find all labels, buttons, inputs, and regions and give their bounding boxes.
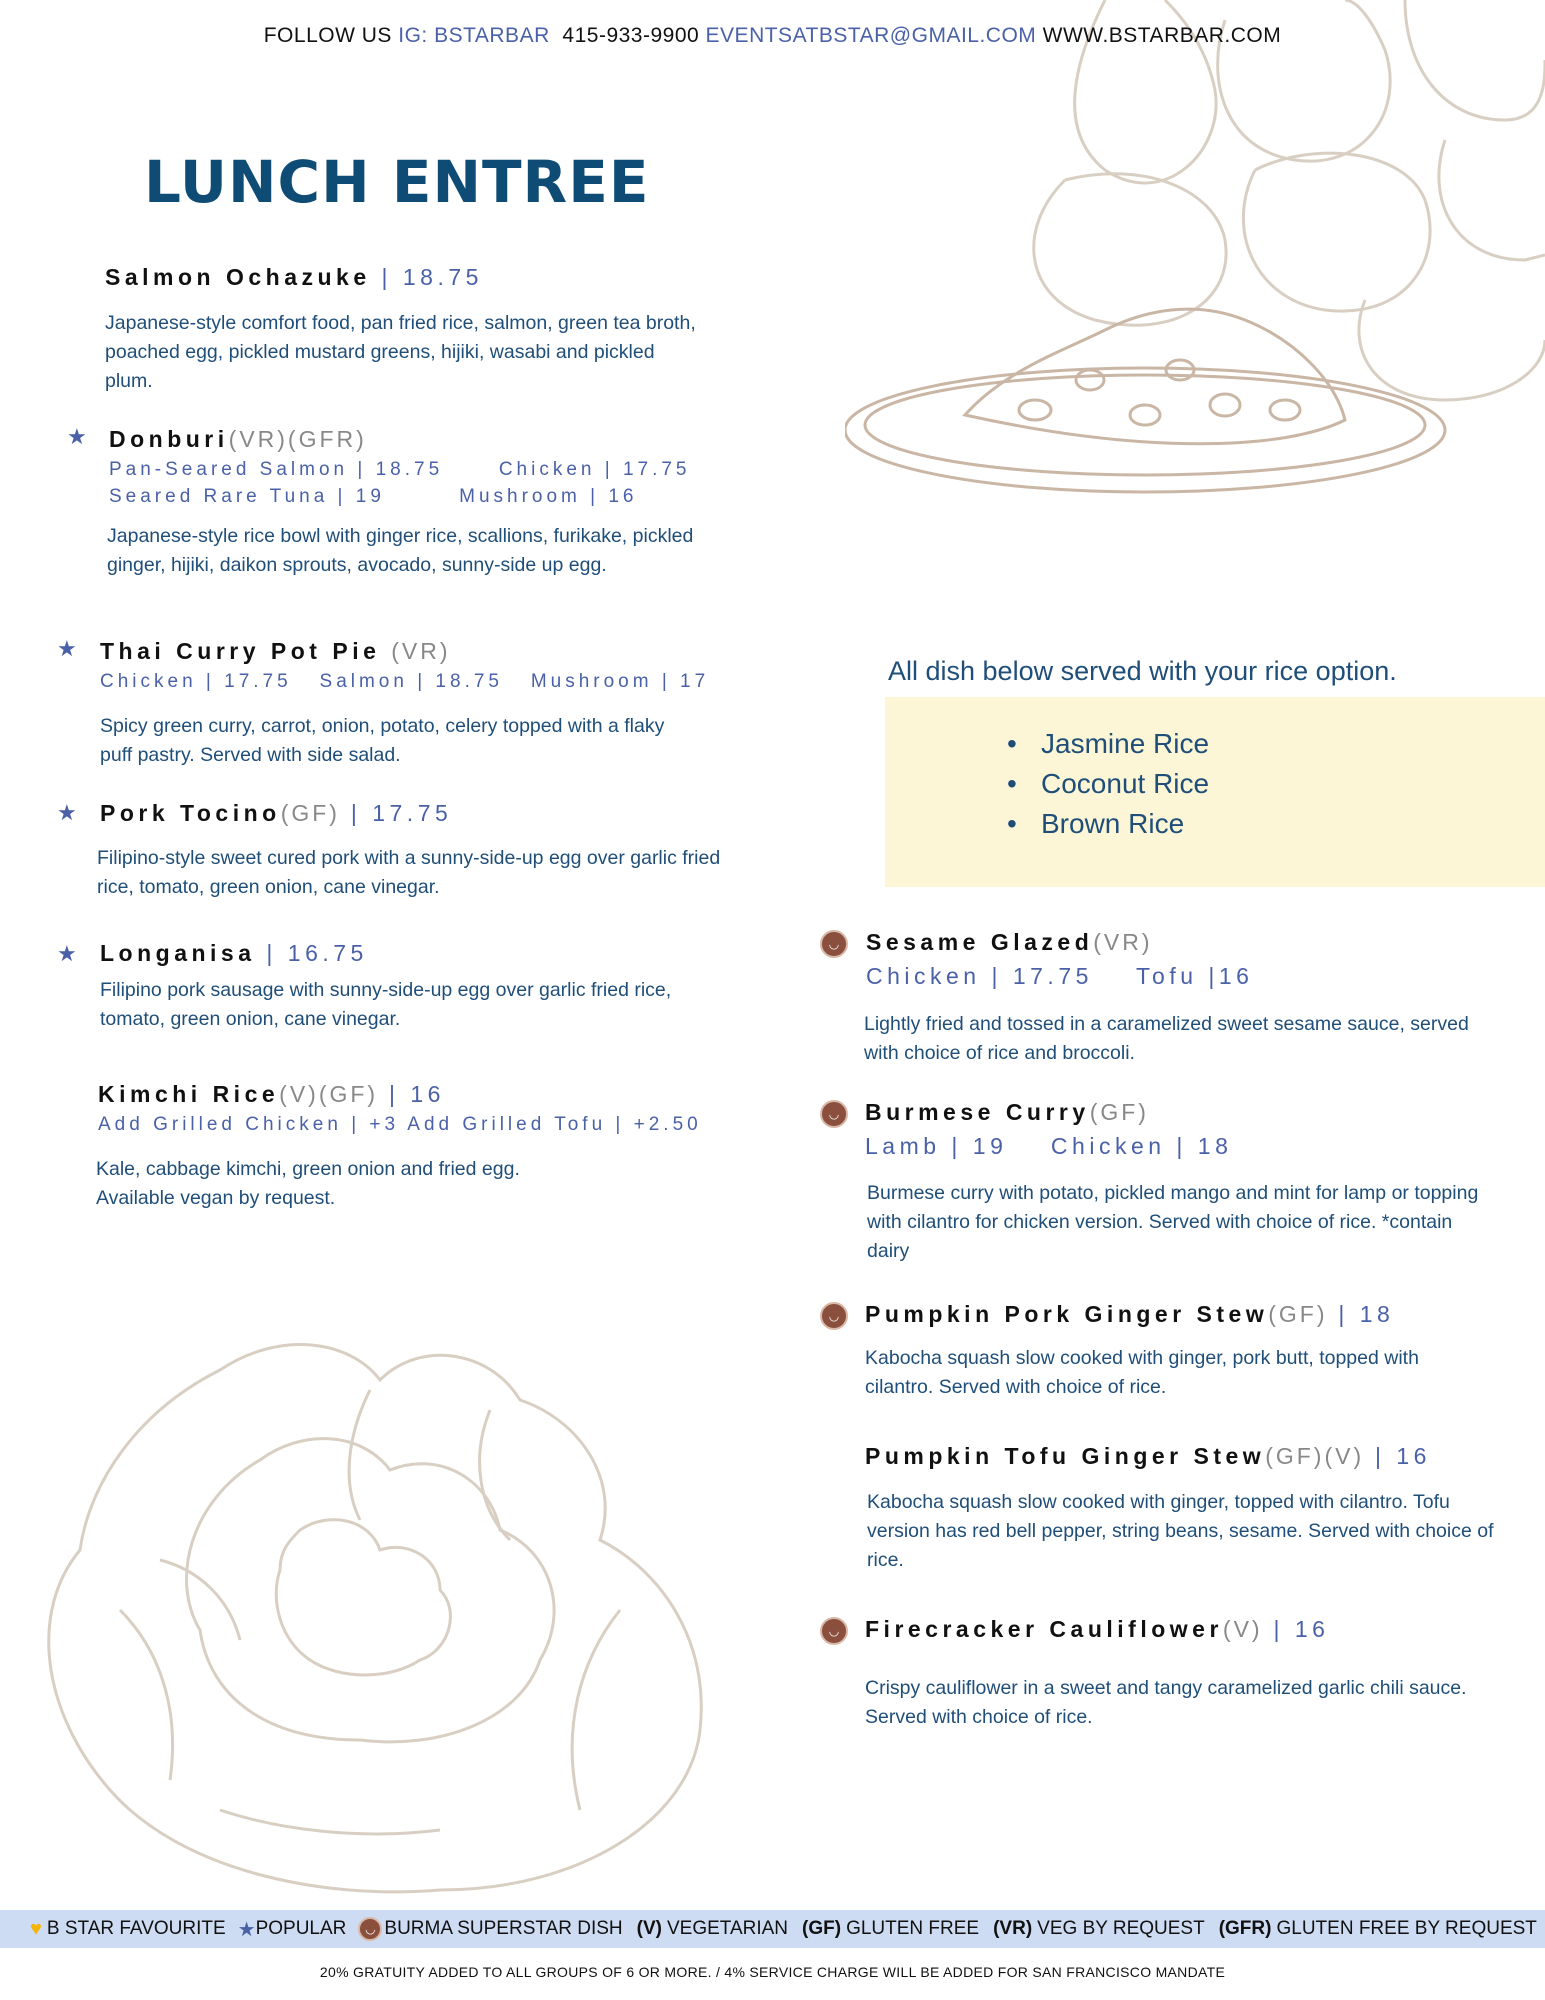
dish-description: Japanese-style comfort food, pan fried rice, salmon, green tea broth, poached egg, pickled mustard greens, hijiki, wasabi and pickled plum.: [105, 312, 696, 392]
dish-price: | 18.75: [381, 264, 483, 290]
dish-name: Burmese Curry: [865, 1099, 1090, 1125]
dish-price: | 16: [388, 1081, 445, 1107]
dish-title: [865, 1443, 1431, 1470]
legend-v-code: (V): [636, 1918, 662, 1939]
dish-description: Japanese-style rice bowl with ginger rice, scallions, furikake, pickled ginger, hijiki, daikon sprouts, avocado, sunny-side up egg.: [107, 525, 694, 576]
dish-description: Filipino pork sausage with sunny-side-up egg over garlic fried rice, tomato, green onion, cane vinegar.: [100, 979, 672, 1030]
dish-name: Thai Curry Pot Pie: [100, 638, 381, 664]
dish-description: Filipino-style sweet cured pork with a sunny-side-up egg over garlic fried rice, tomato, green onion, cane vinegar.: [97, 847, 721, 898]
dietary-tags: (GF): [1089, 1099, 1149, 1125]
website-link[interactable]: WWW.BSTARBAR.COM: [1042, 24, 1282, 47]
dish-description: Kabocha squash slow cooked with ginger, topped with cilantro. Tofu version has red bell pepper, string beans, sesame. Served with choice of rice.: [867, 1491, 1494, 1571]
dietary-tags: (GF)(V): [1265, 1443, 1365, 1469]
star-icon: ★: [57, 636, 77, 661]
dietary-tags: (VR)(GFR): [228, 426, 367, 452]
burma-superstar-badge-icon: ◡: [358, 1917, 382, 1941]
legend-vr-code: (VR): [993, 1918, 1033, 1939]
dish-options: Lamb | 19 Chicken | 18: [865, 1133, 1233, 1159]
dish-title: [865, 1099, 1149, 1126]
dish-options: Chicken | 17.75 Salmon | 18.75 Mushroom | 17: [100, 671, 710, 692]
dish-name: Kimchi Rice: [98, 1081, 280, 1107]
contact-bar: [0, 24, 1545, 48]
dish-title: [105, 264, 483, 291]
dietary-tags: (VR): [1093, 929, 1153, 955]
dish-title: [100, 940, 368, 967]
dish-description: Kabocha squash slow cooked with ginger, pork butt, topped with cilantro. Served with choice of rice.: [865, 1347, 1419, 1398]
dish-price: | 16: [1273, 1616, 1330, 1642]
cabbage-illustration: [20, 1310, 740, 1910]
legend-vr-text: VEG BY REQUEST: [1037, 1918, 1205, 1939]
rice-heading: All dish below served with your rice option.: [888, 656, 1397, 686]
dish-name: Longanisa: [100, 940, 256, 966]
legend-gfr-text: GLUTEN FREE BY REQUEST: [1276, 1918, 1537, 1939]
dish-title: [100, 800, 452, 827]
dish-name: Donburi: [109, 426, 229, 452]
star-icon: ★: [57, 800, 77, 825]
dish-title: [100, 638, 451, 665]
dish-name: Sesame Glazed: [866, 929, 1094, 955]
burma-superstar-badge-icon: ◡: [820, 1617, 848, 1645]
rice-options-box: [885, 697, 1545, 887]
dish-options: Add Grilled Chicken | +3 Add Grilled Tofu | +2.50: [98, 1114, 702, 1135]
rice-option: • Coconut Rice: [1041, 764, 1545, 804]
dish-description: Burmese curry with potato, pickled mango and mint for lamp or topping with cilantro for chicken version. Served with choice of rice. *contain dairy: [867, 1182, 1479, 1262]
dish-price: | 16: [1375, 1443, 1431, 1469]
burma-superstar-badge-icon: ◡: [820, 1302, 848, 1330]
legend-popular: POPULAR: [255, 1918, 347, 1939]
heart-icon: ♥: [30, 1917, 42, 1940]
dietary-tags: (V)(GF): [279, 1081, 379, 1107]
dietary-tags: (V): [1222, 1616, 1263, 1642]
dish-name: Pork Tocino: [100, 800, 281, 826]
legend-burma: BURMA SUPERSTAR DISH: [384, 1918, 623, 1939]
dish-name: Firecracker Cauliflower: [865, 1616, 1223, 1642]
dish-title: [865, 1616, 1329, 1643]
dish-title: [866, 929, 1153, 956]
dish-price: | 17.75: [350, 800, 453, 826]
rice-option: • Brown Rice: [1041, 804, 1545, 844]
dish-title: [865, 1301, 1394, 1328]
legend-favourite: B STAR FAVOURITE: [46, 1918, 226, 1939]
dish-name: Pumpkin Tofu Ginger Stew: [865, 1443, 1266, 1469]
legend-v-text: VEGETARIAN: [666, 1918, 789, 1939]
dietary-tags: (GF): [280, 800, 340, 826]
legend-bar: [0, 1910, 1545, 1948]
page-title: LUNCH ENTREE: [144, 148, 650, 216]
dish-price: | 16.75: [266, 940, 368, 966]
burma-superstar-badge-icon: ◡: [820, 1100, 848, 1128]
star-icon: ★: [57, 941, 77, 966]
rice-option: • Jasmine Rice: [1041, 724, 1545, 764]
dish-description: Lightly fried and tossed in a caramelized sweet sesame sauce, served with choice of rice and broccoli.: [864, 1013, 1469, 1064]
dish-title: [98, 1081, 445, 1108]
follow-us-label: FOLLOW US: [263, 24, 392, 47]
dish-options: Seared Rare Tuna | 19 Mushroom | 16: [109, 486, 638, 507]
dietary-tags: (VR): [391, 638, 451, 664]
dish-title: [109, 426, 367, 453]
dish-description: Spicy green curry, carrot, onion, potato, celery topped with a flaky puff pastry. Served with side salad.: [100, 715, 665, 766]
dish-price: | 18: [1338, 1301, 1395, 1327]
email-link[interactable]: EVENTSATBSTAR@GMAIL.COM: [705, 24, 1037, 47]
dietary-tags: (GF): [1268, 1301, 1328, 1327]
dish-options: Pan-Seared Salmon | 18.75 Chicken | 17.75: [109, 459, 691, 480]
legend-gf-text: GLUTEN FREE: [846, 1918, 980, 1939]
dish-name: Salmon Ochazuke: [105, 264, 371, 290]
dish-options: Chicken | 17.75 Tofu |16: [866, 963, 1254, 989]
footer-note: 20% GRATUITY ADDED TO ALL GROUPS OF 6 OR MORE. / 4% SERVICE CHARGE WILL BE ADDED FOR SAN FRANCISCO MANDATE: [319, 1964, 1226, 1980]
dumplings-illustration: [845, 0, 1545, 510]
burma-superstar-badge-icon: ◡: [820, 930, 848, 958]
legend-gf-code: (GF): [802, 1918, 842, 1939]
star-icon: ★: [67, 424, 87, 449]
legend-gfr-code: (GFR): [1218, 1918, 1272, 1939]
dish-description: Kale, cabbage kimchi, green onion and fried egg. Available vegan by request.: [96, 1158, 520, 1209]
dish-name: Pumpkin Pork Ginger Stew: [865, 1301, 1269, 1327]
star-icon: ★: [237, 1918, 256, 1941]
dish-description: Crispy cauliflower in a sweet and tangy caramelized garlic chili sauce. Served with choice of rice.: [865, 1677, 1467, 1728]
phone-number[interactable]: 415-933-9900: [562, 24, 700, 47]
instagram-handle[interactable]: IG: BSTARBAR: [398, 24, 550, 47]
